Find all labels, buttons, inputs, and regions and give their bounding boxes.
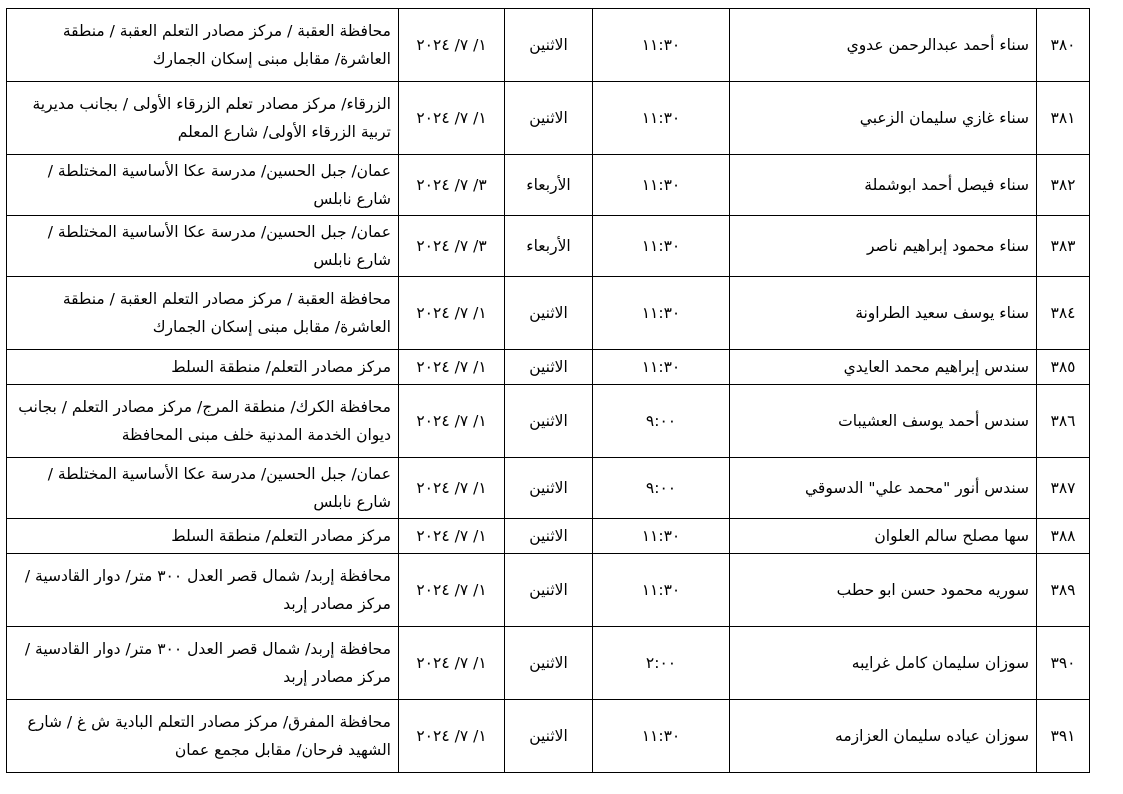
exam-time: ١١:٣٠ (593, 216, 730, 277)
exam-date: ١/ ٧/ ٢٠٢٤ (399, 9, 505, 82)
row-number: ٣٨٠ (1037, 9, 1090, 82)
exam-time: ١١:٣٠ (593, 9, 730, 82)
candidate-name: سوزان عياده سليمان العزازمه (730, 700, 1037, 773)
row-number: ٣٩١ (1037, 700, 1090, 773)
exam-time: ١١:٣٠ (593, 519, 730, 554)
exam-day: الاثنين (505, 9, 593, 82)
table-row (7, 554, 1090, 627)
exam-date: ١/ ٧/ ٢٠٢٤ (399, 82, 505, 155)
exam-location: محافظة المفرق/ مركز مصادر التعلم البادية ش غ / شارع الشهيد فرحان/ مقابل مجمع عمان (7, 700, 399, 773)
exam-date: ٣/ ٧/ ٢٠٢٤ (399, 155, 505, 216)
row-number: ٣٨٦ (1037, 385, 1090, 458)
row-number: ٣٩٠ (1037, 627, 1090, 700)
candidate-name: سندس إبراهيم محمد العايدي (730, 350, 1037, 385)
candidate-name: سناء محمود إبراهيم ناصر (730, 216, 1037, 277)
table-row (7, 385, 1090, 458)
exam-day: الاثنين (505, 350, 593, 385)
candidate-name: سوزان سليمان كامل غرايبه (730, 627, 1037, 700)
exam-time: ١١:٣٠ (593, 82, 730, 155)
exam-location: محافظة العقبة / مركز مصادر التعلم العقبة / منطقة العاشرة/ مقابل مبنى إسكان الجمارك (7, 9, 399, 82)
exam-location: محافظة الكرك/ منطقة المرج/ مركز مصادر التعلم / بجانب ديوان الخدمة المدنية خلف مبنى المحافظة (7, 385, 399, 458)
exam-location: عمان/ جبل الحسين/ مدرسة عكا الأساسية المختلطة / شارع نابلس (7, 155, 399, 216)
exam-date: ١/ ٧/ ٢٠٢٤ (399, 277, 505, 350)
exam-time: ٩:٠٠ (593, 385, 730, 458)
exam-date: ١/ ٧/ ٢٠٢٤ (399, 385, 505, 458)
exam-location: محافظة العقبة / مركز مصادر التعلم العقبة / منطقة العاشرة/ مقابل مبنى إسكان الجمارك (7, 277, 399, 350)
candidate-name: سناء يوسف سعيد الطراونة (730, 277, 1037, 350)
exam-time: ١١:٣٠ (593, 155, 730, 216)
exam-date: ١/ ٧/ ٢٠٢٤ (399, 700, 505, 773)
exam-day: الاثنين (505, 82, 593, 155)
row-number: ٣٨٤ (1037, 277, 1090, 350)
exam-day: الاثنين (505, 700, 593, 773)
table-row (7, 155, 1090, 216)
table-row (7, 627, 1090, 700)
row-number: ٣٨٨ (1037, 519, 1090, 554)
table-row (7, 350, 1090, 385)
row-number: ٣٨١ (1037, 82, 1090, 155)
table-row (7, 458, 1090, 519)
exam-location: محافظة إربد/ شمال قصر العدل ٣٠٠ متر/ دوار القادسية / مركز مصادر إربد (7, 554, 399, 627)
table-row (7, 216, 1090, 277)
exam-location: مركز مصادر التعلم/ منطقة السلط (7, 350, 399, 385)
exam-date: ١/ ٧/ ٢٠٢٤ (399, 458, 505, 519)
exam-day: الاثنين (505, 627, 593, 700)
exam-time: ١١:٣٠ (593, 554, 730, 627)
exam-location: محافظة إربد/ شمال قصر العدل ٣٠٠ متر/ دوار القادسية / مركز مصادر إربد (7, 627, 399, 700)
schedule-table (6, 8, 1090, 773)
row-number: ٣٨٢ (1037, 155, 1090, 216)
exam-location: عمان/ جبل الحسين/ مدرسة عكا الأساسية المختلطة / شارع نابلس (7, 458, 399, 519)
row-number: ٣٨٣ (1037, 216, 1090, 277)
exam-date: ١/ ٧/ ٢٠٢٤ (399, 350, 505, 385)
candidate-name: سناء غازي سليمان الزعبي (730, 82, 1037, 155)
exam-day: الاثنين (505, 277, 593, 350)
table-row (7, 519, 1090, 554)
exam-time: ٩:٠٠ (593, 458, 730, 519)
exam-time: ١١:٣٠ (593, 700, 730, 773)
exam-time: ١١:٣٠ (593, 277, 730, 350)
exam-date: ٣/ ٧/ ٢٠٢٤ (399, 216, 505, 277)
exam-location: عمان/ جبل الحسين/ مدرسة عكا الأساسية المختلطة / شارع نابلس (7, 216, 399, 277)
schedule-sheet (6, 8, 1090, 773)
candidate-name: سها مصلح سالم العلوان (730, 519, 1037, 554)
exam-day: الاثنين (505, 519, 593, 554)
exam-date: ١/ ٧/ ٢٠٢٤ (399, 519, 505, 554)
exam-date: ١/ ٧/ ٢٠٢٤ (399, 627, 505, 700)
candidate-name: سوريه محمود حسن ابو حطب (730, 554, 1037, 627)
exam-day: الاثنين (505, 385, 593, 458)
exam-time: ٢:٠٠ (593, 627, 730, 700)
row-number: ٣٨٧ (1037, 458, 1090, 519)
candidate-name: سندس أنور "محمد علي" الدسوقي (730, 458, 1037, 519)
table-row (7, 9, 1090, 82)
table-row (7, 700, 1090, 773)
exam-day: الاثنين (505, 458, 593, 519)
candidate-name: سناء أحمد عبدالرحمن عدوي (730, 9, 1037, 82)
exam-location: الزرقاء/ مركز مصادر تعلم الزرقاء الأولى / بجانب مديرية تربية الزرقاء الأولى/ شارع المعلم (7, 82, 399, 155)
exam-date: ١/ ٧/ ٢٠٢٤ (399, 554, 505, 627)
candidate-name: سناء فيصل أحمد ابوشملة (730, 155, 1037, 216)
table-row (7, 82, 1090, 155)
exam-location: مركز مصادر التعلم/ منطقة السلط (7, 519, 399, 554)
exam-time: ١١:٣٠ (593, 350, 730, 385)
row-number: ٣٨٥ (1037, 350, 1090, 385)
exam-day: الأربعاء (505, 155, 593, 216)
row-number: ٣٨٩ (1037, 554, 1090, 627)
exam-day: الأربعاء (505, 216, 593, 277)
table-row (7, 277, 1090, 350)
exam-day: الاثنين (505, 554, 593, 627)
candidate-name: سندس أحمد يوسف العشيبات (730, 385, 1037, 458)
